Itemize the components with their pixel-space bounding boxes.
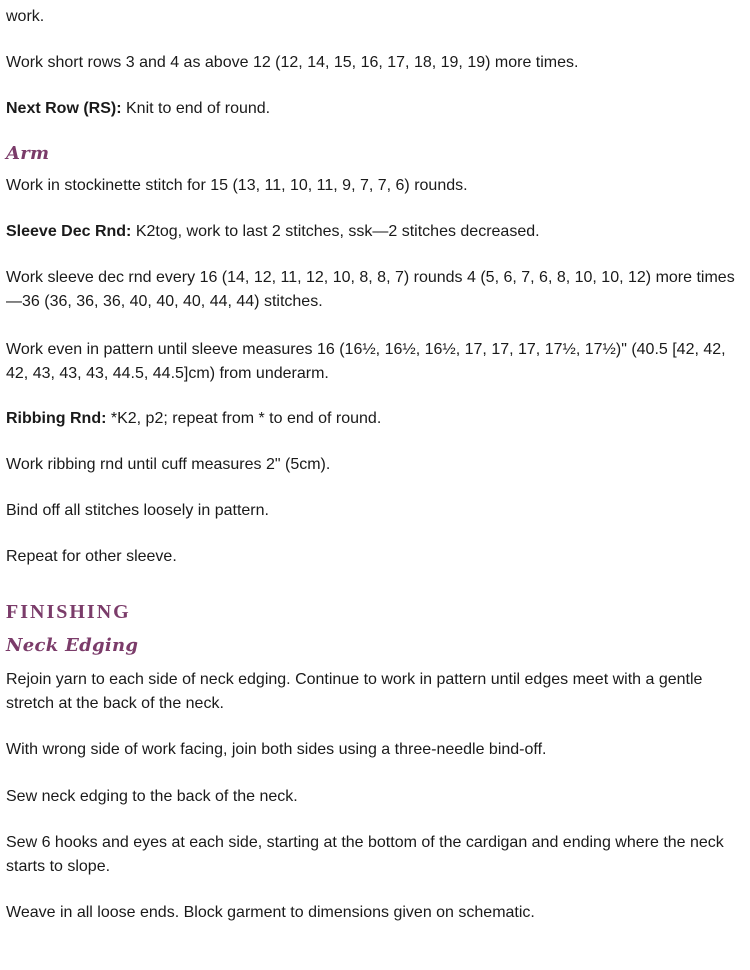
paragraph-bind-off: Bind off all stitches loosely in pattern. (6, 502, 269, 519)
paragraph-rejoin-yarn: Rejoin yarn to each side of neck edging. Continue to work in pattern until edges meet with a gentle stretch at the back of the neck. (6, 671, 703, 712)
instruction-label: Sleeve Dec Rnd: (6, 223, 132, 240)
paragraph-short-rows: Work short rows 3 and 4 as above 12 (12, 14, 15, 16, 17, 18, 19, 19) more times. (6, 54, 579, 71)
paragraph-ribbing-rnd (6, 407, 744, 431)
instruction-label: Next Row (RS): (6, 100, 122, 117)
paragraph-next-row (6, 97, 744, 121)
paragraph-work-continued: work. (6, 8, 45, 25)
paragraph-ribbing-cuff: Work ribbing rnd until cuff measures 2" (5cm). (6, 456, 331, 473)
instruction-text: Knit to end of round. (121, 100, 271, 117)
arm-heading: Arm (6, 143, 50, 164)
paragraph-three-needle-bind-off: With wrong side of work facing, join both sides using a three-needle bind-off. (6, 741, 547, 758)
finishing-heading: FINISHING (6, 601, 131, 623)
instruction-text: *K2, p2; repeat from * to end of round. (106, 410, 382, 427)
paragraph-work-even: Work even in pattern until sleeve measures 16 (16½, 16½, 16½, 17, 17, 17, 17½, 17½)" (40.5 [42, 42, 42, 43, 43, 43, 44.5, 44.5]cm) from underarm. (6, 341, 726, 382)
neck-edging-heading: Neck Edging (6, 635, 139, 656)
paragraph-sew-neck-edging: Sew neck edging to the back of the neck. (6, 788, 298, 805)
paragraph-repeat-sleeve: Repeat for other sleeve. (6, 548, 177, 565)
paragraph-hooks-and-eyes: Sew 6 hooks and eyes at each side, starting at the bottom of the cardigan and ending where the neck starts to slope. (6, 834, 724, 875)
paragraph-stockinette: Work in stockinette stitch for 15 (13, 11, 10, 11, 9, 7, 7, 6) rounds. (6, 177, 468, 194)
instruction-text: K2tog, work to last 2 stitches, ssk—2 stitches decreased. (131, 223, 540, 240)
paragraph-sleeve-dec-repeat: Work sleeve dec rnd every 16 (14, 12, 11, 12, 10, 8, 8, 7) rounds 4 (5, 6, 7, 6, 8, 10, 10, 12) more times—36 (36, 36, 36, 40, 40, 40, 44, 44) stitches. (6, 269, 735, 310)
instruction-label: Ribbing Rnd: (6, 410, 107, 427)
paragraph-weave-in-ends: Weave in all loose ends. Block garment to dimensions given on schematic. (6, 904, 535, 921)
paragraph-sleeve-dec-rnd (6, 220, 744, 244)
